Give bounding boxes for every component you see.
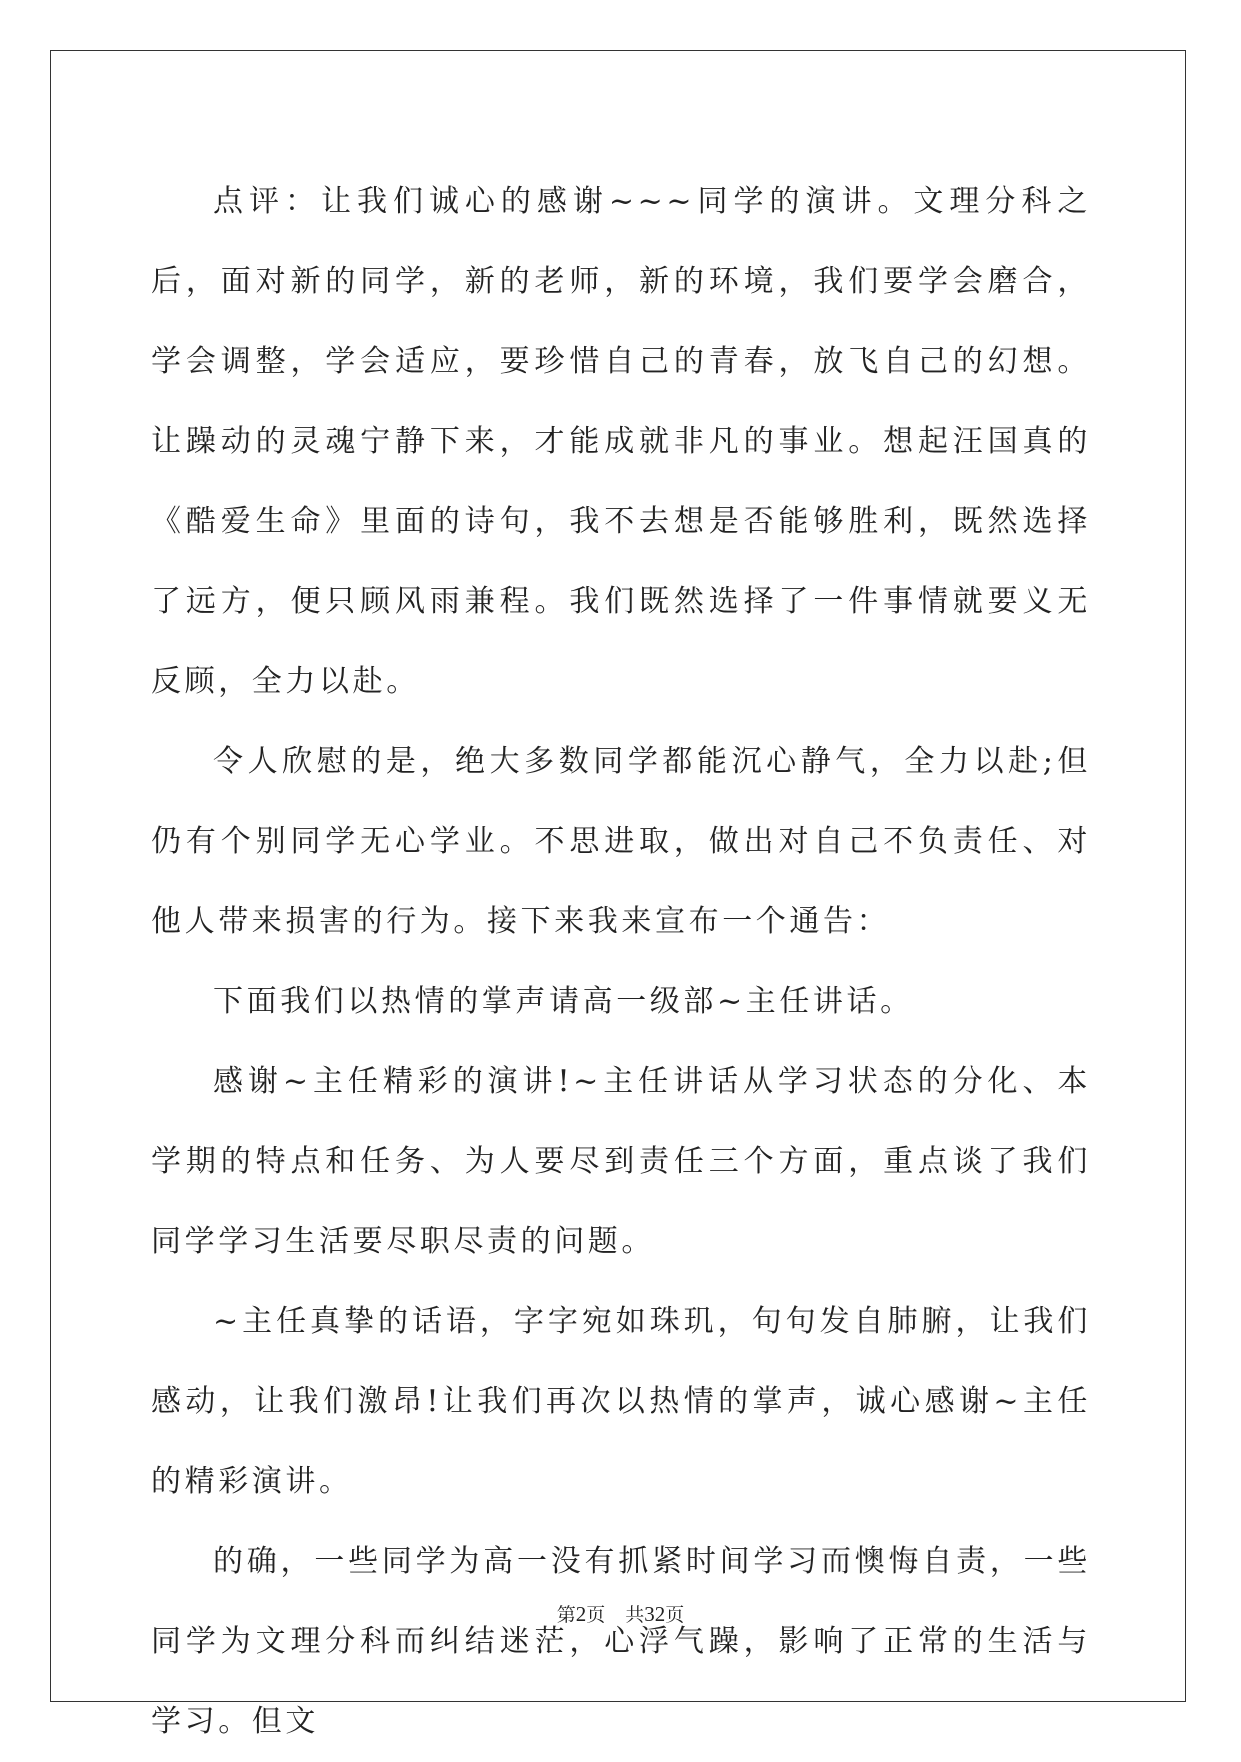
paragraph: 令人欣慰的是，绝大多数同学都能沉心静气，全力以赴;但仍有个别同学无心学业。不思进取，做出对自己不负责任、对他人带来损害的行为。接下来我来宣布一个通告： [151,744,1091,939]
paragraph: 的确，一些同学为高一没有抓紧时间学习而懊悔自责，一些同学为文理分科而纠结迷茫，心浮气躁，影响了正常的生活与学习。但文 [151,1544,1091,1739]
total-pages-number: 32 [644,1602,666,1626]
page-footer [0,1602,1241,1627]
paragraph: ~主任真挚的话语，字字宛如珠玑，句句发自肺腑，让我们感动，让我们激昂!让我们再次以热情的掌声，诚心感谢~主任的精彩演讲。 [151,1304,1091,1499]
page-suffix: 页 [586,1604,606,1626]
paragraph: 下面我们以热情的掌声请高一级部~主任讲话。 [213,984,914,1019]
total-prefix: 共 [625,1604,645,1626]
total-suffix: 页 [665,1604,685,1626]
document-body [151,162,1091,1762]
paragraph: 点评：让我们诚心的感谢~~~同学的演讲。文理分科之后，面对新的同学，新的老师，新的环境，我们要学会磨合，学会调整，学会适应，要珍惜自己的青春，放飞自己的幻想。让躁动的灵魂宁静下来，才能成就非凡的事业。想起汪国真的《酷爱生命》里面的诗句，我不去想是否能够胜利，既然选择了远方，便只顾风雨兼程。我们既然选择了一件事情就要义无反顾，全力以赴。 [151,184,1091,699]
page-prefix: 第 [556,1604,576,1626]
current-page-number: 2 [575,1602,587,1626]
paragraph: 感谢~主任精彩的演讲!~主任讲话从学习状态的分化、本学期的特点和任务、为人要尽到责任三个方面，重点谈了我们同学学习生活要尽职尽责的问题。 [151,1064,1091,1259]
